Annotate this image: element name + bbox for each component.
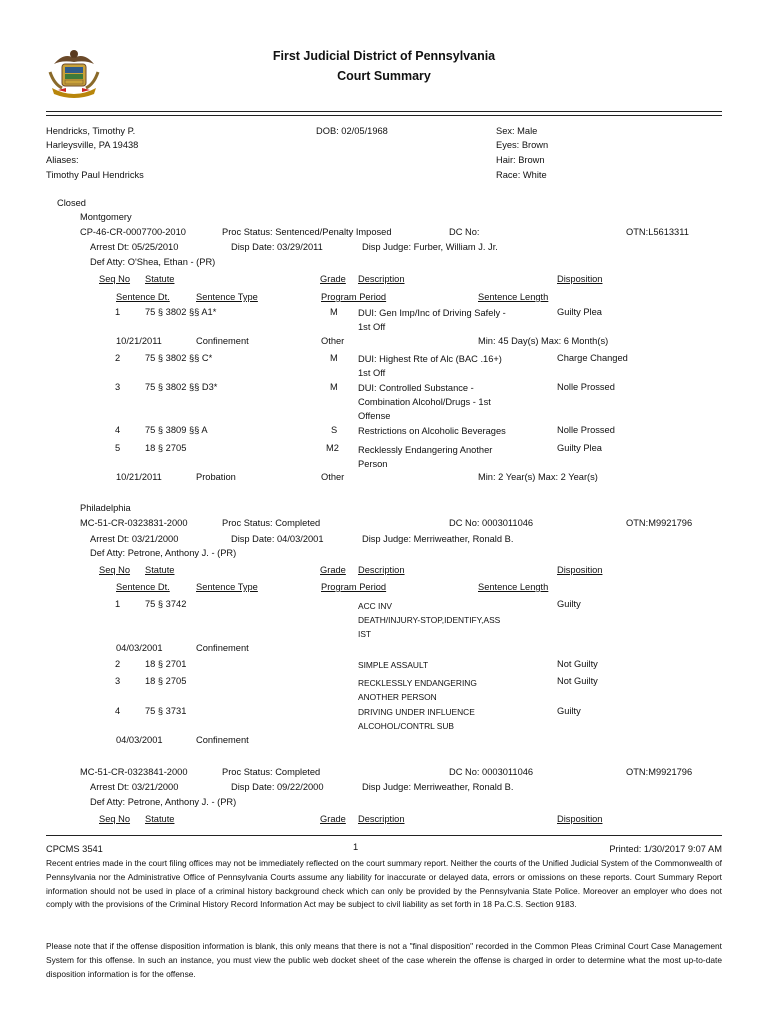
charge-statute: 18 § 2705 xyxy=(145,676,187,686)
case1-otn: OTN:L5613311 xyxy=(626,227,689,237)
charge-description: Recklessly Endangering Another xyxy=(358,445,493,455)
case3-otn: OTN:M9921796 xyxy=(626,767,693,777)
charge-statute: 18 § 2705 xyxy=(145,443,187,453)
case1-proc-status: Proc Status: Sentenced/Penalty Imposed xyxy=(222,227,392,237)
defendant-race: Race: White xyxy=(496,170,547,180)
sentence-date: 10/21/2011 xyxy=(116,472,162,482)
sentence-date: 04/03/2001 xyxy=(116,643,163,653)
charge-statute: 18 § 2701 xyxy=(145,659,187,669)
charge-disposition: Guilty xyxy=(557,599,581,609)
col-program-period: Program Period xyxy=(321,292,387,302)
col-sentence-type: Sentence Type xyxy=(196,292,258,302)
page-number: 1 xyxy=(353,842,359,852)
charge-disposition: Not Guilty xyxy=(557,676,598,686)
case2-disp-judge: Disp Judge: Merriweather, Ronald B. xyxy=(362,534,514,544)
charge-description: DUI: Highest Rte of Alc (BAC .16+) xyxy=(358,354,502,364)
col-description: Description xyxy=(358,814,405,824)
case3-def-atty: Def Atty: Petrone, Anthony J. - (PR) xyxy=(90,797,237,807)
document-subtitle: Court Summary xyxy=(337,69,431,83)
charge-description-cont: 1st Off xyxy=(358,322,386,332)
charge-seq: 1 xyxy=(115,599,121,609)
case2-county: Philadelphia xyxy=(80,503,131,513)
charge-statute: 75 § 3802 §§ D3* xyxy=(145,382,218,392)
case2-disp-date: Disp Date: 04/03/2001 xyxy=(231,534,324,544)
col-seq-no: Seq No xyxy=(99,565,131,575)
sentence-program-period: Other xyxy=(321,472,345,482)
sentence-type: Confinement xyxy=(196,643,249,653)
charge-grade: M xyxy=(330,307,338,317)
case3-proc-status: Proc Status: Completed xyxy=(222,767,321,777)
col-description: Description xyxy=(358,274,405,284)
col-sentence-length: Sentence Length xyxy=(478,292,549,302)
sentence-type: Probation xyxy=(196,472,236,482)
charge-description-cont: IST xyxy=(358,629,372,639)
charge-seq: 2 xyxy=(115,659,121,669)
sentence-type: Confinement xyxy=(196,735,249,745)
charge-description: SIMPLE ASSAULT xyxy=(358,660,429,670)
sentence-date: 04/03/2001 xyxy=(116,735,163,745)
defendant-alias: Timothy Paul Hendricks xyxy=(46,170,144,180)
case1-def-atty: Def Atty: O'Shea, Ethan - (PR) xyxy=(90,257,216,267)
charge-description-cont: Offense xyxy=(358,411,391,421)
charge-seq: 3 xyxy=(115,676,121,686)
defendant-address: Harleysville, PA 19438 xyxy=(46,140,139,150)
charge-description-cont: ANOTHER PERSON xyxy=(358,692,437,702)
charge-seq: 5 xyxy=(115,443,121,453)
charge-statute: 75 § 3731 xyxy=(145,706,187,716)
sentence-program-period: Other xyxy=(321,336,345,346)
case1-arrest-date: Arrest Dt: 05/25/2010 xyxy=(90,242,179,252)
case3-arrest-date: Arrest Dt: 03/21/2000 xyxy=(90,782,179,792)
col-sentence-length: Sentence Length xyxy=(478,582,549,592)
charge-statute: 75 § 3742 xyxy=(145,599,187,609)
sentence-type: Confinement xyxy=(196,336,249,346)
charge-description: ACC INV xyxy=(358,601,392,611)
col-sentence-dt: Sentence Dt. xyxy=(116,292,170,302)
case1-dc-no: DC No: xyxy=(449,227,480,237)
case3-dc-no: DC No: 0003011046 xyxy=(449,767,534,777)
charge-grade: M2 xyxy=(326,443,339,453)
case3-disp-judge: Disp Judge: Merriweather, Ronald B. xyxy=(362,782,514,792)
sentence-date: 10/21/2011 xyxy=(116,336,162,346)
charge-description-cont: ALCOHOL/CONTRL SUB xyxy=(358,721,455,731)
case1-county: Montgomery xyxy=(80,212,132,222)
case1-docket: CP-46-CR-0007700-2010 xyxy=(80,227,186,237)
charge-description: Restrictions on Alcoholic Beverages xyxy=(358,426,506,436)
footer-rule xyxy=(46,835,722,836)
charge-seq: 4 xyxy=(115,425,121,435)
col-description: Description xyxy=(358,565,405,575)
case3-disp-date: Disp Date: 09/22/2000 xyxy=(231,782,324,792)
defendant-dob: DOB: 02/05/1968 xyxy=(316,126,388,136)
disposition-note-paragraph: Please note that if the offense disposition information is blank, this only means that there is not a "final disposition" recorded in the Common Pleas Criminal Court Case Management System for this offense. In such an instance, you must view the public web docket sheet of the case wherein the offense is charged in order to determine what the most up-to-date disposition information is for the offense. xyxy=(46,941,722,979)
charge-disposition: Charge Changed xyxy=(557,353,628,363)
charge-seq: 2 xyxy=(115,353,121,363)
charge-seq: 3 xyxy=(115,382,121,392)
col-disposition: Disposition xyxy=(557,274,603,284)
charge-description-cont: Combination Alcohol/Drugs - 1st xyxy=(358,397,491,407)
col-statute: Statute xyxy=(145,814,175,824)
col-grade: Grade xyxy=(320,565,346,575)
charge-description-cont: DEATH/INJURY-STOP,IDENTIFY,ASS xyxy=(358,615,501,625)
case1-disp-judge: Disp Judge: Furber, William J. Jr. xyxy=(362,242,498,252)
col-seq-no: Seq No xyxy=(99,274,131,284)
col-statute: Statute xyxy=(145,565,175,575)
col-grade: Grade xyxy=(320,814,346,824)
defendant-hair: Hair: Brown xyxy=(496,155,545,165)
charge-disposition: Not Guilty xyxy=(557,659,598,669)
printed-timestamp: Printed: 1/30/2017 9:07 AM xyxy=(609,844,722,854)
col-seq-no: Seq No xyxy=(99,814,131,824)
charge-description-cont: 1st Off xyxy=(358,368,386,378)
status-heading: Closed xyxy=(57,198,86,208)
col-disposition: Disposition xyxy=(557,814,603,824)
col-grade: Grade xyxy=(320,274,346,284)
charge-disposition: Guilty Plea xyxy=(557,307,602,317)
charge-description-cont: Person xyxy=(358,459,388,469)
charge-grade: M xyxy=(330,382,338,392)
case2-proc-status: Proc Status: Completed xyxy=(222,518,321,528)
case2-arrest-date: Arrest Dt: 03/21/2000 xyxy=(90,534,179,544)
defendant-name: Hendricks, Timothy P. xyxy=(46,126,136,136)
form-id: CPCMS 3541 xyxy=(46,844,103,854)
col-statute: Statute xyxy=(145,274,175,284)
charge-description: DUI: Gen Imp/Inc of Driving Safely - xyxy=(358,308,506,318)
sentence-length: Min: 45 Day(s) Max: 6 Month(s) xyxy=(478,336,609,346)
charge-seq: 4 xyxy=(115,706,121,716)
charge-grade: S xyxy=(331,425,338,435)
sentence-length: Min: 2 Year(s) Max: 2 Year(s) xyxy=(478,472,598,482)
charge-statute: 75 § 3802 §§ C* xyxy=(145,353,213,363)
aliases-label: Aliases: xyxy=(46,155,79,165)
col-disposition: Disposition xyxy=(557,565,603,575)
charge-seq: 1 xyxy=(115,307,121,317)
charge-statute: 75 § 3802 §§ A1* xyxy=(145,307,217,317)
case2-def-atty: Def Atty: Petrone, Anthony J. - (PR) xyxy=(90,548,237,558)
col-program-period: Program Period xyxy=(321,582,387,592)
charge-disposition: Guilty Plea xyxy=(557,443,602,453)
charge-statute: 75 § 3809 §§ A xyxy=(145,425,208,435)
case2-dc-no: DC No: 0003011046 xyxy=(449,518,534,528)
document-title: First Judicial District of Pennsylvania xyxy=(272,49,496,63)
defendant-eyes: Eyes: Brown xyxy=(496,140,549,150)
header-rule-top xyxy=(46,111,722,112)
case3-docket: MC-51-CR-0323841-2000 xyxy=(80,767,188,777)
header-rule-bottom xyxy=(46,115,722,116)
defendant-sex: Sex: Male xyxy=(496,126,538,136)
col-sentence-type: Sentence Type xyxy=(196,582,258,592)
charge-disposition: Nolle Prossed xyxy=(557,425,615,435)
case2-docket: MC-51-CR-0323831-2000 xyxy=(80,518,188,528)
case1-disp-date: Disp Date: 03/29/2011 xyxy=(231,242,323,252)
charge-disposition: Nolle Prossed xyxy=(557,382,615,392)
charge-disposition: Guilty xyxy=(557,706,581,716)
charge-description: DUI: Controlled Substance - xyxy=(358,383,474,393)
charge-grade: M xyxy=(330,353,338,363)
disclaimer-paragraph: Recent entries made in the court filing offices may not be immediately reflected on the court summary report. Neither the courts of the Unified Judicial System of the Commonwealth of Pennsylvania nor the Administrative Office of Pennsylvania Courts assume any liability for inaccurate or delayed data, errors or omissions on these reports. Court Summary Report information should not be used in place of a criminal history background check which can only be provided by the Pennsylvania State Police. Moreover an employer who does not comply with the provisions of the Criminal History Record Information Act may be subject to civil liability as set forth in 18 Pa.C.S. Section 9183. xyxy=(46,858,722,910)
col-sentence-dt: Sentence Dt. xyxy=(116,582,170,592)
charge-description: DRIVING UNDER INFLUENCE xyxy=(358,707,475,717)
charge-description: RECKLESSLY ENDANGERING xyxy=(358,678,477,688)
case2-otn: OTN:M9921796 xyxy=(626,518,693,528)
